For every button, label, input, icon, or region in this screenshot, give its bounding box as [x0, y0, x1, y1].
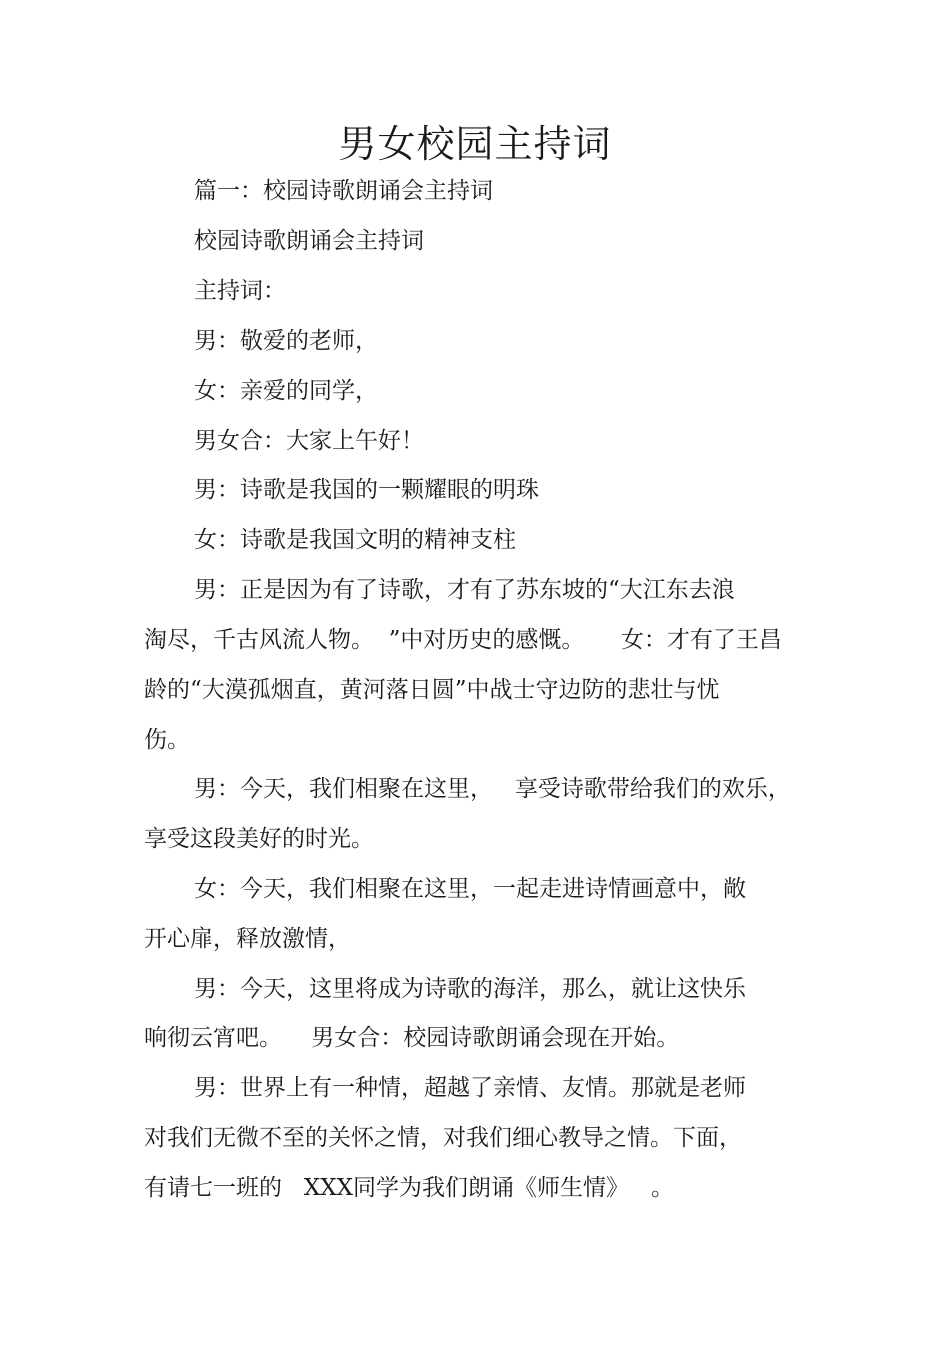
text-line: 男：诗歌是我国的一颗耀眼的明珠 — [194, 477, 539, 503]
text-line: 主持词： — [194, 278, 286, 304]
text-line: 男：正是因为有了诗歌，才有了苏东坡的“大江东去浪 — [194, 577, 735, 603]
text-line: 开心扉，释放激情， — [144, 926, 351, 952]
text-line: 女：亲爱的同学， — [194, 378, 378, 404]
document-title: 男女校园主持词 — [338, 122, 612, 166]
text-line: 女：今天，我们相聚在这里，一起走进诗情画意中，敞 — [194, 876, 746, 902]
text-line: 龄的“大漠孤烟直，黄河落日圆”中战士守边防的悲壮与忧 — [144, 677, 720, 703]
text-line: 男：敬爱的老师， — [194, 328, 378, 354]
text-line: 篇一：校园诗歌朗诵会主持词 — [194, 178, 493, 204]
text-line: 响彻云宵吧。 男女合：校园诗歌朗诵会现在开始。 — [144, 1025, 680, 1051]
text-line: 男女合：大家上午好！ — [194, 428, 424, 454]
text-line: 男：今天，这里将成为诗歌的海洋，那么，就让这快乐 — [194, 976, 746, 1002]
text-line: 女：诗歌是我国文明的精神支柱 — [194, 527, 516, 553]
text-line: 男：世界上有一种情，超越了亲情、友情。那就是老师 — [194, 1075, 746, 1101]
text-line: 有请七一班的 XXX同学为我们朗诵《师生情》 。 — [144, 1175, 674, 1201]
text-line: 男：今天，我们相聚在这里， 享受诗歌带给我们的欢乐， — [194, 776, 791, 802]
text-line: 伤。 — [144, 727, 190, 753]
text-line: 享受这段美好的时光。 — [144, 826, 374, 852]
text-line: 淘尽，千古风流人物。 ”中对历史的感慨。 女：才有了王昌 — [144, 627, 782, 653]
text-line: 校园诗歌朗诵会主持词 — [194, 228, 424, 254]
text-line: 对我们无微不至的关怀之情，对我们细心教导之情。下面， — [144, 1125, 742, 1151]
